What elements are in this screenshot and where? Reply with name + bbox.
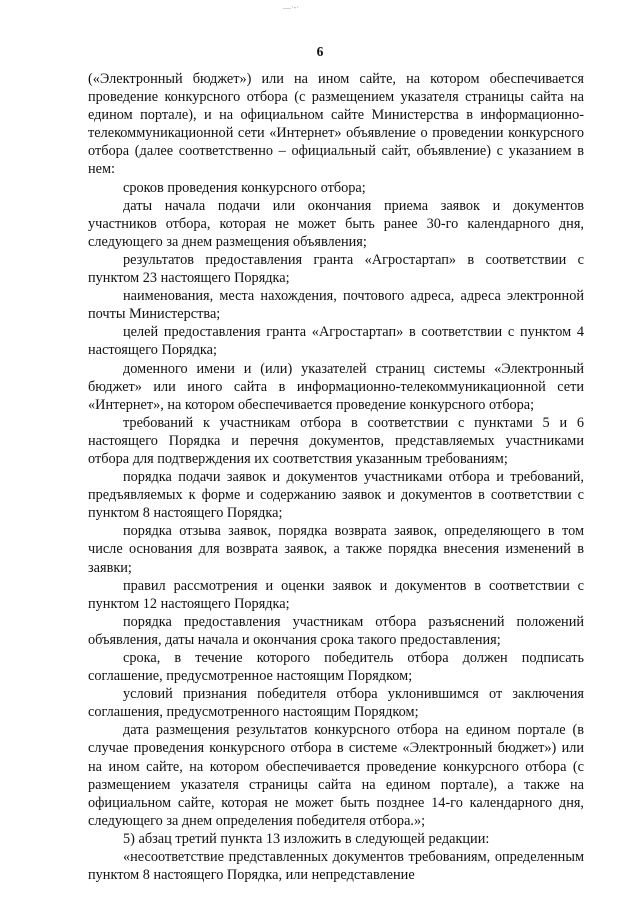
scan-artifact: —·-·: [283, 3, 299, 12]
paragraph: даты начала подачи или окончания приема заявок и документов участников отбора, которая не может быть ранее 30-го календарного дня, следующего за днем размещения объявления;: [88, 197, 584, 250]
paragraph: порядка подачи заявок и документов участниками отбора и требований, предъявляемых к форме и содержанию заявок и документов в соответствии с пунктом 8 настоящего Порядка;: [88, 469, 584, 522]
document-body: [88, 70, 584, 884]
paragraph: порядка отзыва заявок, порядка возврата заявок, определяющего в том числе основания для возврата заявок, а также порядка внесения изменений в заявки;: [88, 523, 584, 576]
paragraph: результатов предоставления гранта «Агростартап» в соответствии с пунктом 23 настоящего Порядка;: [88, 251, 584, 287]
paragraph: срока, в течение которого победитель отбора должен подписать соглашение, предусмотренное настоящим Порядком;: [88, 650, 584, 685]
paragraph: («Электронный бюджет») или на ином сайте, на котором обеспечивается проведение конкурсного отбора (с размещением указателя страницы сайта на едином портале), и на официальном сайте Министерства в информационно-телекоммуникационной сети «Интернет» объявление о проведении конкурсного отбора (далее соответственно – официальный сайт, объявление) с указанием в нем:: [88, 71, 584, 178]
paragraph: сроков проведения конкурсного отбора;: [123, 179, 366, 196]
paragraph: «несоответствие представленных документов требованиям, определенным пунктом 8 настоящего Порядка, или непредставление: [88, 849, 584, 884]
page-number: 6: [316, 44, 324, 59]
paragraph: дата размещения результатов конкурсного отбора на едином портале (в случае проведения конкурсного отбора в системе «Электронный бюджет») или на ином сайте, на котором обеспечивается проведение конкурсного отбора (с размещением указателя страницы сайта на едином портале), а также на официальном сайте, которая не может быть позднее 14-го календарного дня, следующего за днем определения победителя отбора.»;: [88, 722, 584, 829]
paragraph: доменного имени и (или) указателей страниц системы «Электронный бюджет» или иного сайта в информационно-телекоммуникационной сети «Интернет», на котором обеспечивается проведение конкурсного отбора;: [88, 360, 584, 413]
paragraph: 5) абзац третий пункта 13 изложить в следующей редакции:: [123, 830, 490, 847]
paragraph: целей предоставления гранта «Агростартап» в соответствии с пунктом 4 настоящего Порядка;: [88, 324, 584, 359]
paragraph: порядка предоставления участникам отбора разъяснений положений объявления, даты начала и окончания срока такого предоставления;: [88, 613, 584, 648]
paragraph: требований к участникам отбора в соответствии с пунктами 5 и 6 настоящего Порядка и перечня документов, представляемых участниками отбора для подтверждения их соответствия указанным требованиям;: [88, 414, 584, 467]
paragraph: правил рассмотрения и оценки заявок и документов в соответствии с пунктом 12 настоящего Порядка;: [88, 577, 584, 612]
paragraph: наименования, места нахождения, почтового адреса, адреса электронной почты Министерства;: [88, 288, 584, 323]
paragraph: условий признания победителя отбора уклонившимся от заключения соглашения, предусмотренного настоящим Порядком;: [88, 686, 584, 721]
